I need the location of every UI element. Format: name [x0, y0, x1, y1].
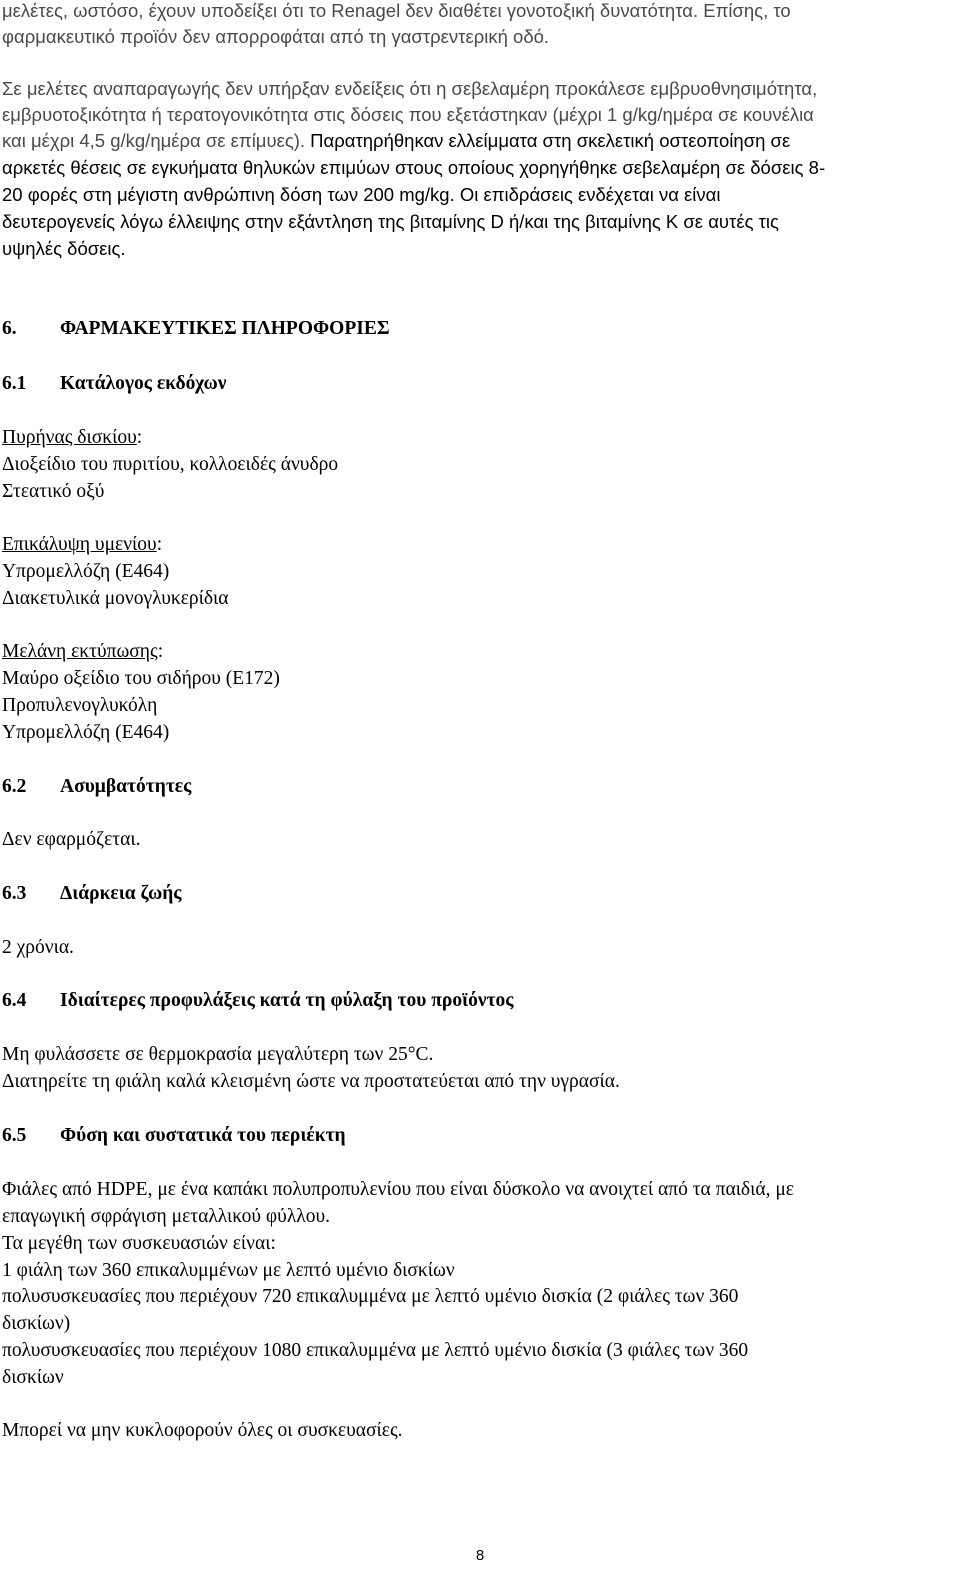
shelf-life-text: 2 χρόνια. — [2, 937, 74, 958]
core-label-line — [2, 425, 142, 451]
core-item-2: Στεατικό οξύ — [2, 481, 105, 502]
core-label: Πυρήνας δισκίου — [2, 427, 137, 448]
coat-label-colon: : — [156, 534, 163, 555]
repro-line-3-rest: Παρατηρήθηκαν ελλείμματα στη σκελετική οστεοποίηση σε — [305, 130, 791, 151]
container-line-5: πολυσυσκευασίες που περιέχουν 720 επικαλυμμένα με λεπτό υμένιο δισκία (2 φιάλες των 360 — [2, 1286, 739, 1307]
section-6-3-heading — [2, 881, 182, 907]
section-title: Ασυμβατότητες — [60, 776, 192, 797]
repro-line-1: Σε μελέτες αναπαραγωγής δεν υπήρξαν ενδείξεις ότι η σεβελαμέρη προκάλεσε εμβρυοθνησιμότητα, — [2, 78, 818, 99]
container-line-6: δισκίων) — [2, 1313, 71, 1334]
section-title: ΦΑΡΜΑΚΕΥΤΙΚΕΣ ΠΛΗΡΟΦΟΡΙΕΣ — [60, 318, 390, 339]
section-title: Κατάλογος εκδόχων — [60, 373, 227, 394]
section-title: Φύση και συστατικά του περιέκτη — [60, 1125, 346, 1146]
core-label-colon: : — [136, 427, 143, 448]
section-6-1-heading — [2, 371, 227, 397]
section-6-4-heading — [2, 988, 514, 1014]
intro-line-2: φαρμακευτικό προϊόν δεν απορροφάται από τη γαστρεντερική οδό. — [2, 26, 550, 47]
section-number: 6.5 — [2, 1125, 27, 1146]
section-6-heading — [2, 316, 390, 342]
ink-label: Μελάνη εκτύπωσης — [2, 641, 158, 662]
section-number: 6.4 — [2, 990, 27, 1011]
ink-label-line — [2, 639, 163, 665]
intro-line-1: μελέτες, ωστόσο, έχουν υποδείξει ότι το Renagel δεν διαθέτει γονοτοξική δυνατότητα. Επίσης, το — [2, 0, 791, 21]
repro-line-3-start: και μέχρι 4,5 g/kg/ημέρα σε επίμυες). — [2, 130, 306, 151]
coat-label-line — [2, 532, 162, 558]
container-line-2: επαγωγική σφράγιση μεταλλικού φύλλου. — [2, 1206, 331, 1227]
repro-line-6: δευτερογενείς λόγω έλλειψης στην εξάντληση της βιταμίνης D ή/και της βιταμίνης K σε αυτές τις — [2, 211, 779, 232]
ink-item-1: Μαύρο οξείδιο του σιδήρου (E172) — [2, 668, 280, 689]
ink-item-2: Προπυλενογλυκόλη — [2, 695, 158, 716]
section-number: 6. — [2, 318, 17, 339]
ink-item-3: Υπρομελλόζη (E464) — [2, 722, 170, 743]
repro-line-2: εμβρυοτοξικότητα ή τερατογονικότητα στις δόσεις που εξετάστηκαν (μέχρι 1 g/kg/ημέρα σε κουνέλια — [2, 104, 814, 125]
section-6-2-heading — [2, 774, 191, 800]
repro-line-4: αρκετές θέσεις σε εγκυήματα θηλυκών επιμύων στους οποίους χορηγήθηκε σεβελαμέρη σε δόσεις 8- — [2, 157, 826, 178]
section-title: Διάρκεια ζωής — [60, 883, 182, 904]
container-line-8: δισκίων — [2, 1367, 64, 1388]
availability-note: Μπορεί να μην κυκλοφορούν όλες οι συσκευασίες. — [2, 1420, 403, 1441]
section-title: Ιδιαίτερες προφυλάξεις κατά τη φύλαξη του προϊόντος — [60, 990, 514, 1011]
container-line-3: Τα μεγέθη των συσκευασιών είναι: — [2, 1233, 276, 1254]
container-line-1: Φιάλες από HDPE, με ένα καπάκι πολυπροπυλενίου που είναι δύσκολο να ανοιχτεί από τα παιδιά, με — [2, 1179, 794, 1200]
section-6-5-heading — [2, 1123, 346, 1149]
coat-label: Επικάλυψη υμενίου — [2, 534, 157, 555]
section-number: 6.3 — [2, 883, 27, 904]
core-item-1: Διοξείδιο του πυριτίου, κολλοειδές άνυδρο — [2, 454, 339, 475]
section-number: 6.2 — [2, 776, 27, 797]
coat-item-2: Διακετυλικά μονογλυκερίδια — [2, 588, 229, 609]
repro-line-3 — [2, 128, 790, 154]
storage-line-2: Διατηρείτε τη φιάλη καλά κλεισμένη ώστε να προστατεύεται από την υγρασία. — [2, 1071, 620, 1092]
container-line-7: πολυσυσκευασίες που περιέχουν 1080 επικαλυμμένα με λεπτό υμένιο δισκία (3 φιάλες των 360 — [2, 1340, 749, 1361]
repro-line-5: 20 φορές στη μέγιστη ανθρώπινη δόση των 200 mg/kg. Οι επιδράσεις ενδέχεται να είναι — [2, 184, 721, 205]
incompatibilities-text: Δεν εφαρμόζεται. — [2, 829, 141, 850]
container-line-4: 1 φιάλη των 360 επικαλυμμένων με λεπτό υμένιο δισκίων — [2, 1260, 455, 1281]
repro-line-7: υψηλές δόσεις. — [2, 238, 126, 259]
page-number: 8 — [475, 1547, 485, 1564]
ink-label-colon: : — [157, 641, 164, 662]
coat-item-1: Υπρομελλόζη (E464) — [2, 561, 170, 582]
section-number: 6.1 — [2, 373, 27, 394]
storage-line-1: Μη φυλάσσετε σε θερμοκρασία μεγαλύτερη των 25°C. — [2, 1044, 434, 1065]
